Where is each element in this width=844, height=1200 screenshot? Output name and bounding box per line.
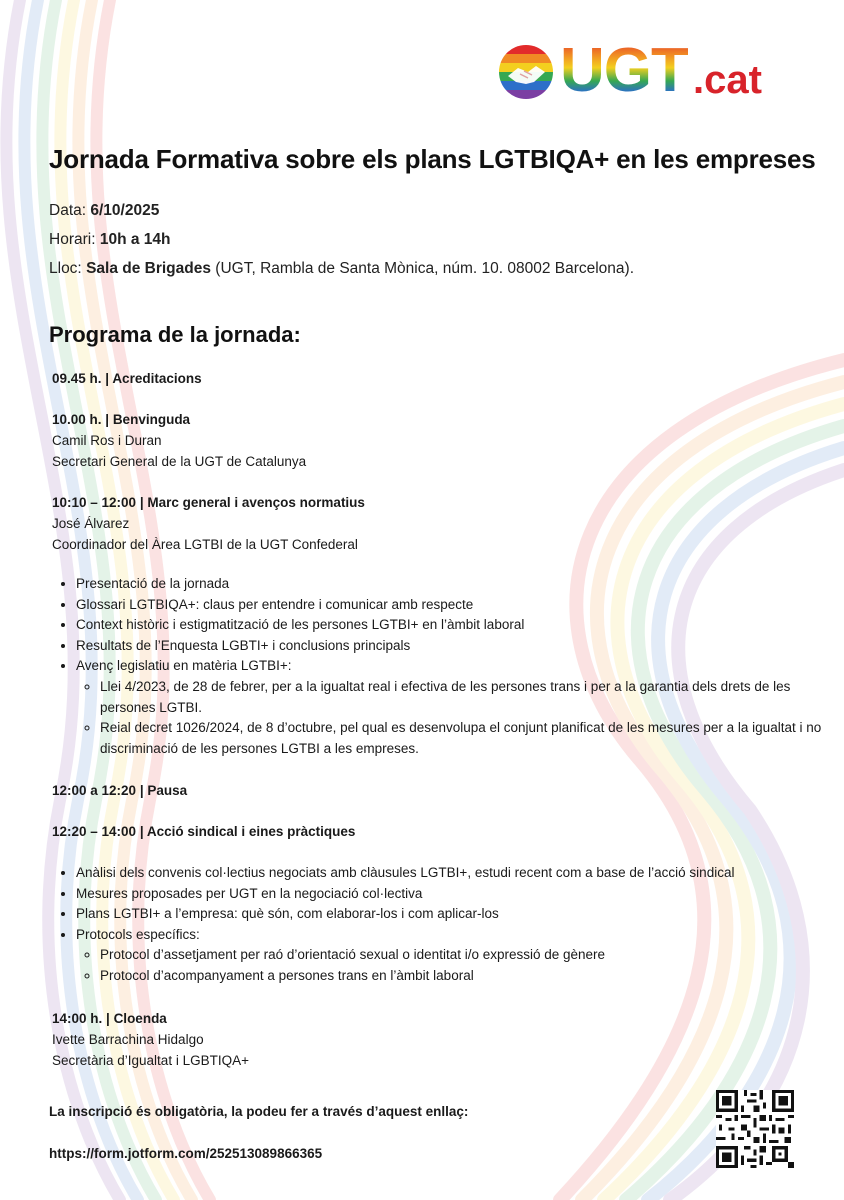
union-action-topics-list <box>52 863 836 987</box>
date-value: 6/10/2025 <box>90 202 160 219</box>
list-item: • Protocols específics: ◦ Protocol d’assetjament per raó d’orientació sexual o identitat i/o expressió de gènere ◦ Protocol d’acompanyament a persones trans en l’àmbit laboral <box>76 925 836 987</box>
speaker-role: Secretària d’Igualtat i LGBTIQA+ <box>52 1053 249 1068</box>
session-accreditation: 09.45 h. | Acreditacions <box>52 371 202 386</box>
registration-link[interactable]: https://form.jotform.com/252513089866365 <box>49 1146 323 1161</box>
time-value: 10h a 14h <box>99 231 171 248</box>
session-break: 12:00 a 12:20 | Pausa <box>52 783 188 798</box>
protocols-sublist <box>76 945 836 986</box>
list-item: • Anàlisi dels convenis col·lectius negociats amb clàusules LGTBI+, estudi recent com a base de l’acció sindical <box>76 863 836 884</box>
logo-domain-text: .cat <box>693 58 762 102</box>
date-line: Data: 6/10/2025 <box>49 202 160 219</box>
session-welcome: 10.00 h. | Benvinguda Camil Ros i Duran Secretari General de la UGT de Catalunya <box>52 409 306 472</box>
list-item: ◦ Protocol d’acompanyament a persones trans en l’àmbit laboral <box>100 966 836 987</box>
list-item: • Plans LGTBI+ a l’empresa: què són, com elaborar-los i com aplicar-los <box>76 904 836 925</box>
handshake-icon <box>498 44 554 100</box>
list-item: • Context històric i estigmatització de les persones LGTBI+ en l’àmbit laboral <box>76 615 836 636</box>
list-item: ◦ Llei 4/2023, de 28 de febrer, per a la igualtat real i efectiva de les persones trans i per a la garantia dels drets de les persones LGTBI. <box>100 677 836 718</box>
legislation-sublist <box>76 677 836 759</box>
list-item: • Glossari LGTBIQA+: claus per entendre i comunicar amb respecte <box>76 595 836 616</box>
list-item: • Presentació de la jornada <box>76 574 836 595</box>
place-value: Sala de Brigades <box>86 260 211 277</box>
session-framework: 10:10 – 12:00 | Marc general i avenços normatius José Álvarez Coordinador del Àrea LGTBI de la UGT Confederal <box>52 492 365 555</box>
program-heading: Programa de la jornada: <box>49 322 301 347</box>
speaker-name: Camil Ros i Duran <box>52 433 162 448</box>
speaker-name: Ivette Barrachina Hidalgo <box>52 1032 204 1047</box>
page-title: Jornada Formativa sobre els plans LGTBIQA+ en les empreses <box>49 144 816 174</box>
place-line: Lloc: Sala de Brigades (UGT, Rambla de Santa Mònica, núm. 10. 08002 Barcelona). <box>49 260 635 277</box>
list-item: • Mesures proposades per UGT en la negociació col·lectiva <box>76 884 836 905</box>
logo-ugt-text: UGT <box>560 36 688 105</box>
qr-code[interactable] <box>716 1090 794 1168</box>
speaker-name: José Álvarez <box>52 516 130 531</box>
speaker-role: Secretari General de la UGT de Catalunya <box>52 454 307 469</box>
list-item: • Avenç legislatiu en matèria LGTBI+: ◦ Llei 4/2023, de 28 de febrer, per a la igualtat real i efectiva de les persones trans i per a la garantia dels drets de les persones LGTBI. ◦ Reial decret 1026/2024, de 8 d’octubre, pel qual es desenvolupa el conjunt planificat de les mesures per a la igualtat i no discriminació de les persones LGTBI a les empreses. <box>76 656 836 759</box>
ugt-logo <box>498 36 798 106</box>
list-item: • Resultats de l’Enquesta LGBTI+ i conclusions principals <box>76 636 836 657</box>
list-item: ◦ Reial decret 1026/2024, de 8 d’octubre, pel qual es desenvolupa el conjunt planificat de les mesures per a la igualtat i no discriminació de les persones LGTBI a les empreses. <box>100 718 836 759</box>
place-detail: (UGT, Rambla de Santa Mònica, núm. 10. 08002 Barcelona). <box>215 260 635 277</box>
speaker-role: Coordinador del Àrea LGTBI de la UGT Confederal <box>52 537 358 552</box>
registration-note: La inscripció és obligatòria, la podeu fer a través d’aquest enllaç: <box>49 1104 469 1119</box>
time-line: Horari: 10h a 14h <box>49 231 171 248</box>
session-closing: 14:00 h. | Cloenda Ivette Barrachina Hidalgo Secretària d’Igualtat i LGBTIQA+ <box>52 1008 249 1071</box>
session-union-action: 12:20 – 14:00 | Acció sindical i eines pràctiques <box>52 824 356 839</box>
list-item: ◦ Protocol d’assetjament per raó d’orientació sexual o identitat i/o expressió de gènere <box>100 945 836 966</box>
framework-topics-list <box>52 574 836 759</box>
